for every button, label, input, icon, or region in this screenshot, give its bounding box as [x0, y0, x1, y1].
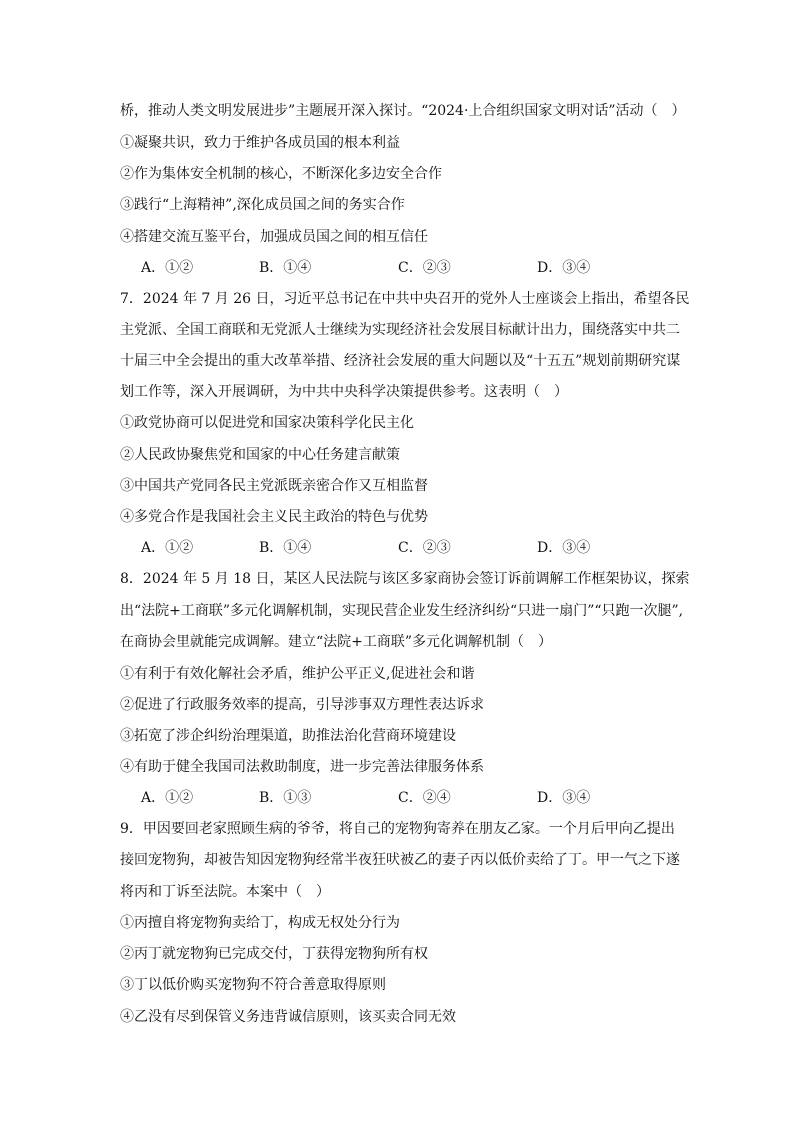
q7-item-3: ③中国共产党同各民主党派既亲密合作又互相监督 [120, 478, 428, 494]
q6-item-3: ③践行“上海精神”,深化成员国之间的务实合作 [120, 197, 405, 213]
q7-item-1: ①政党协商可以促进党和国家决策科学化民主化 [120, 415, 414, 431]
q9-stem-line-3: 将丙和丁诉至法院。本案中（ ） [120, 884, 330, 900]
q6-option-c: C．②③ [398, 260, 451, 276]
q8-item-4: ④有助于健全我国司法救助制度，进一步完善法律服务体系 [120, 759, 484, 775]
q7-stem-line-3: 十届三中全会提出的重大改革举措、经济社会发展的重大问题以及“十五五”规划前期研究谋 [120, 353, 681, 369]
q7-stem-line-2: 主党派、全国工商联和无党派人士继续为实现经济社会发展目标献计出力，围绕落实中共二 [120, 322, 680, 338]
q7-item-4: ④多党合作是我国社会主义民主政治的特色与优势 [120, 509, 428, 525]
q6-option-b: B．①④ [259, 260, 312, 276]
q9-item-3: ③丁以低价购买宠物狗不符合善意取得原则 [120, 977, 386, 993]
q8-stem-line-1: 8．2024 年 5 月 18 日，某区人民法院与该区多家商协会签订诉前调解工作框架协议，探索 [120, 571, 690, 587]
q6-option-d: D．③④ [537, 260, 591, 276]
q6-stem-continuation: 桥，推动人类文明发展进步”主题展开深入探讨。“2024·上合组织国家文明对话”活动（ ） [120, 103, 686, 119]
q6-item-4: ④搭建交流互鉴平台，加强成员国之间的相互信任 [120, 229, 428, 245]
q8-stem-line-2: 出“法院+工商联”多元化调解机制，实现民营企业发生经济纠纷“只进一扇门”“只跑一次腿”, [120, 603, 684, 619]
q7-stem-line-1: 7．2024 年 7 月 26 日，习近平总书记在中共中央召开的党外人士座谈会上指出，希望各民 [120, 291, 690, 307]
q8-item-2: ②促进了行政服务效率的提高，引导涉事双方理性表达诉求 [120, 697, 484, 713]
q9-stem-line-1: 9．甲因要回老家照顾生病的爷爷，将自己的宠物狗寄养在朋友乙家。一个月后甲向乙提出 [120, 821, 675, 837]
q8-option-d: D．③④ [537, 790, 591, 806]
q7-option-b: B．①④ [259, 540, 312, 556]
q7-item-2: ②人民政协聚焦党和国家的中心任务建言献策 [120, 447, 400, 463]
q6-option-a: A．①② [141, 260, 194, 276]
q8-option-b: B．①③ [259, 790, 312, 806]
q8-option-c: C．②④ [398, 790, 451, 806]
q7-option-a: A．①② [141, 540, 194, 556]
q7-stem-line-4: 划工作等，深入开展调研，为中共中央科学决策提供参考。这表明（ ） [120, 384, 568, 400]
q9-stem-line-2: 接回宠物狗，却被告知因宠物狗经常半夜狂吠被乙的妻子丙以低价卖给了丁。甲一气之下遂 [120, 852, 680, 868]
q8-item-1: ①有利于有效化解社会矛盾，维护公平正义,促进社会和谐 [120, 666, 475, 682]
q9-item-2: ②丙丁就宠物狗已完成交付，丁获得宠物狗所有权 [120, 946, 428, 962]
q7-option-c: C．②③ [398, 540, 451, 556]
q7-option-d: D．③④ [537, 540, 591, 556]
q6-item-2: ②作为集体安全机制的核心，不断深化多边安全合作 [120, 166, 442, 182]
q6-item-1: ①凝聚共识，致力于维护各成员国的根本利益 [120, 135, 400, 151]
q8-stem-line-3: 在商协会里就能完成调解。建立“法院+工商联”多元化调解机制（ ） [120, 634, 553, 650]
q8-item-3: ③拓宽了涉企纠纷治理渠道，助推法治化营商环境建设 [120, 728, 456, 744]
q9-item-1: ①丙擅自将宠物狗卖给丁，构成无权处分行为 [120, 915, 400, 931]
q8-option-a: A．①② [141, 790, 194, 806]
q9-item-4: ④乙没有尽到保管义务违背诚信原则，该买卖合同无效 [120, 1009, 456, 1025]
